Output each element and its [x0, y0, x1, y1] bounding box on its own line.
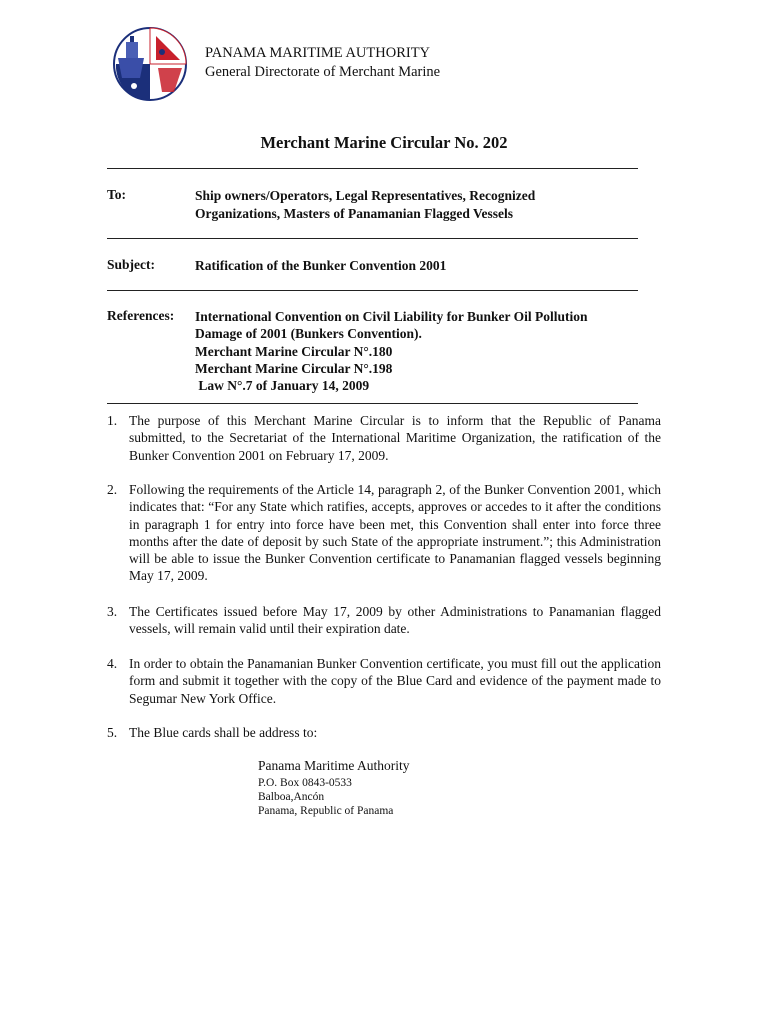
item-number: 5.: [107, 725, 118, 740]
subject-label: Subject:: [107, 257, 155, 272]
divider: [107, 403, 638, 404]
references-label: References:: [107, 308, 175, 323]
paragraph-item: [107, 724, 661, 741]
subject-value: Ratification of the Bunker Convention 2001: [195, 258, 447, 273]
pma-seal-icon: [104, 22, 196, 102]
to-line: Ship owners/Operators, Legal Representatives, Recognized: [195, 188, 536, 203]
item-text: The purpose of this Merchant Marine Circular is to inform that the Republic of Panama submitted, to the Secretariat of the International Maritime Organization, the ratification of the Bunker Convention 2001 on February 17, 2009.: [129, 413, 661, 463]
circular-title: Merchant Marine Circular No. 202: [260, 133, 508, 152]
item-text: In order to obtain the Panamanian Bunker Convention certificate, you must fill out the application form and submit it together with the copy of the Blue Card and evidence of the payment made to Segumar New York Office.: [129, 656, 661, 706]
reference-line: Law N°.7 of January 14, 2009: [195, 378, 370, 393]
item-number: 1.: [107, 413, 118, 428]
reference-line: Damage of 2001 (Bunkers Convention).: [195, 326, 422, 341]
item-text: The Certificates issued before May 17, 2009 by other Administrations to Panamanian flagged vessels, will remain valid until their expiration date.: [129, 604, 661, 637]
item-text: The Blue cards shall be address to:: [129, 725, 318, 740]
item-text: Following the requirements of the Article 14, paragraph 2, of the Bunker Convention 2001, which indicates that: “For any State which ratifies, accepts, approves or accedes to it after the conditions in paragraph 1 for entry into force have been met, this Convention shall enter into force three months after the date of deposit by such State of the appropriate instrument.”; this Administration will be able to issue the Bunker Convention certificate to Panamanian flagged vessels beginning May 17, 2009.: [129, 482, 661, 584]
divider: [107, 238, 638, 239]
address-name: Panama Maritime Authority: [258, 758, 410, 773]
item-number: 2.: [107, 482, 118, 497]
org-name: PANAMA MARITIME AUTHORITY: [205, 45, 431, 61]
item-number: 3.: [107, 604, 118, 619]
paragraph-item: [107, 655, 661, 707]
divider: [107, 290, 638, 291]
to-label: To:: [107, 187, 127, 202]
paragraph-item: [107, 603, 661, 638]
reference-line: International Convention on Civil Liability for Bunker Oil Pollution: [195, 309, 588, 324]
address-line: P.O. Box 0843-0533: [258, 777, 352, 789]
divider: [107, 168, 638, 169]
item-number: 4.: [107, 656, 118, 671]
reference-line: Merchant Marine Circular N°.198: [195, 361, 393, 376]
to-line: Organizations, Masters of Panamanian Flagged Vessels: [195, 206, 514, 221]
address-line: Panama, Republic of Panama: [258, 805, 394, 817]
reference-line: Merchant Marine Circular N°.180: [195, 344, 393, 359]
pma-logo: [104, 22, 196, 102]
directorate-name: General Directorate of Merchant Marine: [205, 64, 441, 80]
paragraph-item: [107, 412, 661, 464]
paragraph-item: [107, 481, 661, 585]
address-line: Balboa,Ancón: [258, 791, 325, 803]
